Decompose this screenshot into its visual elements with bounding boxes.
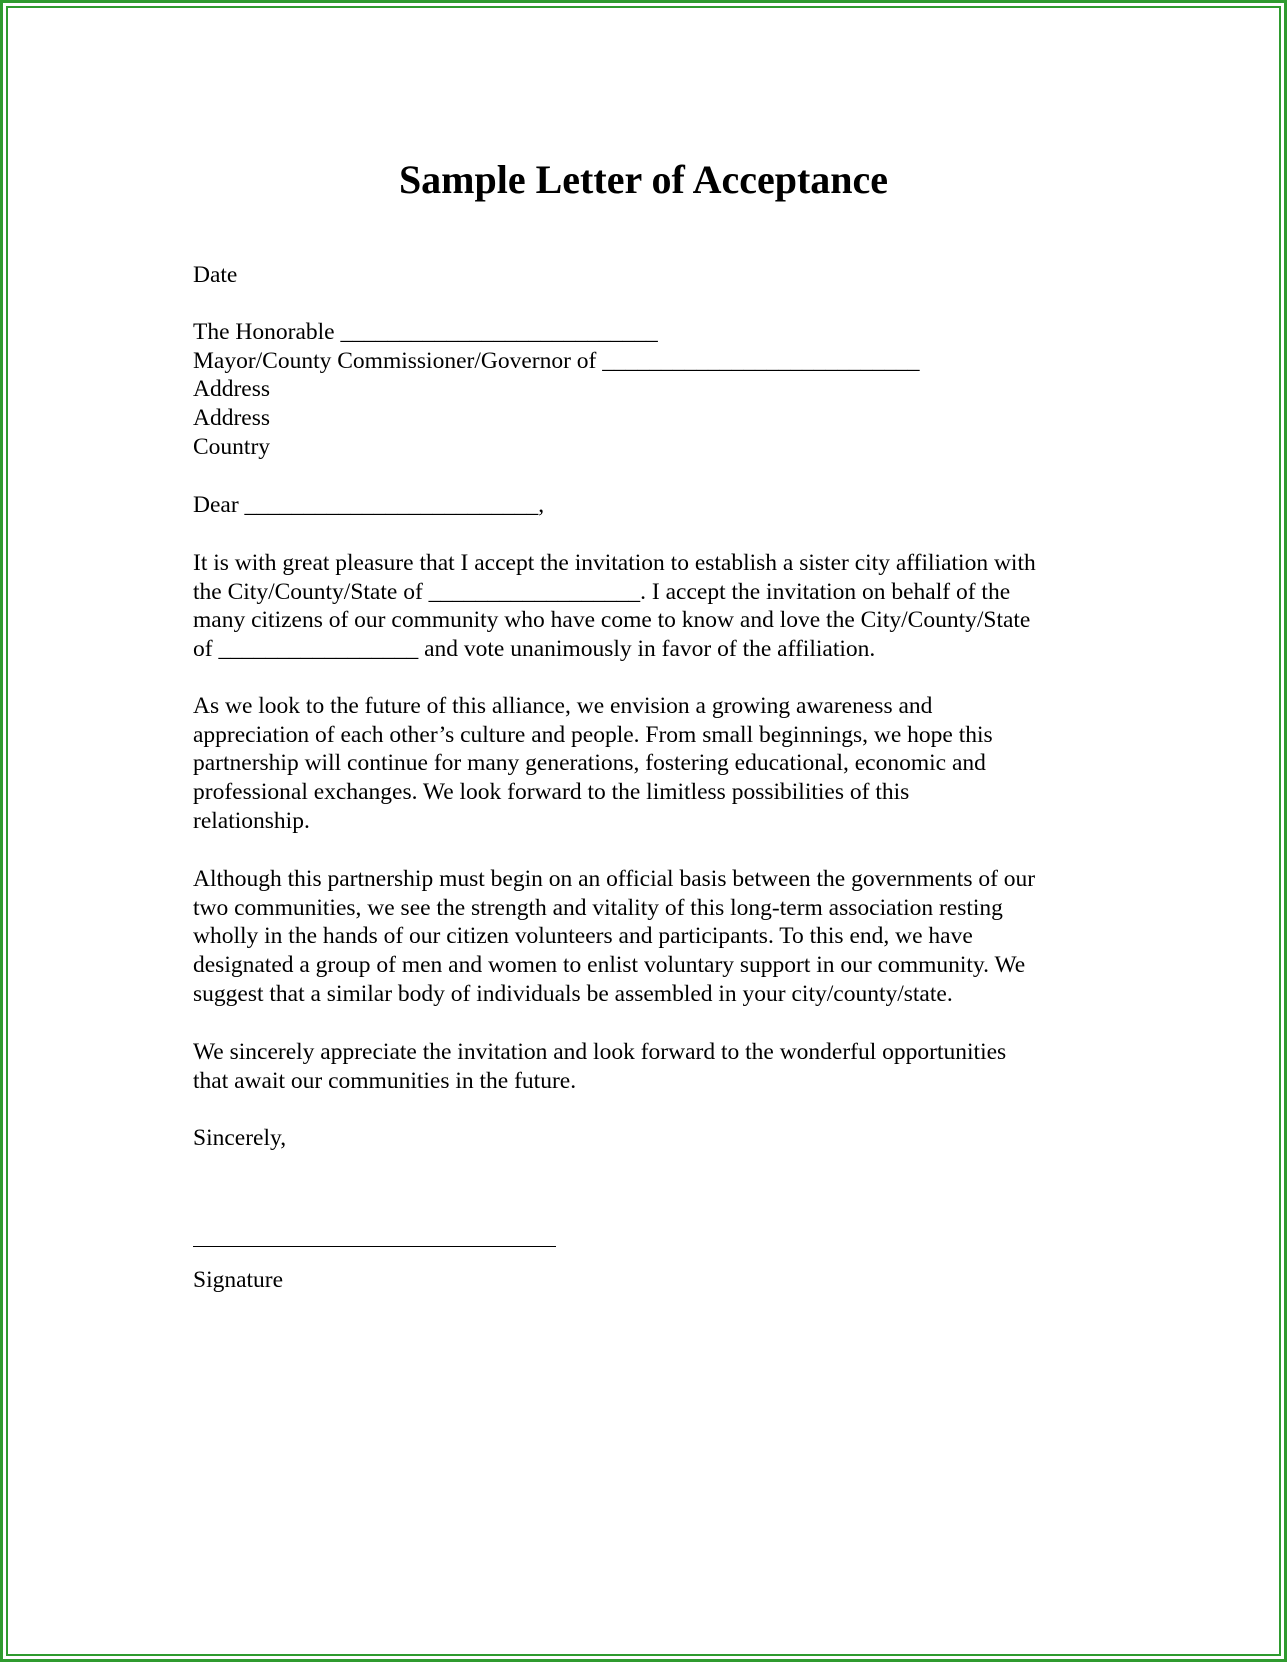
- letter-title: Sample Letter of Acceptance: [398, 157, 889, 202]
- paragraph-line: that await our communities in the future.: [193, 1067, 577, 1094]
- paragraph-line: suggest that a similar body of individuals be assembled in your city/county/state.: [193, 980, 953, 1007]
- closing: Sincerely,: [193, 1125, 287, 1151]
- recipient-title-line: Mayor/County Commissioner/Governor of ___________________________: [193, 347, 920, 374]
- signature-block: [193, 1266, 1113, 1295]
- closing-block: [193, 1124, 1113, 1153]
- paragraph-line: It is with great pleasure that I accept the invitation to establish a sister city affiliation with: [193, 550, 1036, 576]
- recipient-name-line: The Honorable ___________________________: [193, 319, 658, 345]
- recipient-block: [193, 318, 1113, 461]
- paragraph-line: As we look to the future of this alliance, we envision a growing awareness and: [193, 693, 933, 719]
- paragraph-line: professional exchanges. We look forward to the limitless possibilities of this: [193, 779, 910, 806]
- recipient-address-2: Address: [193, 405, 271, 432]
- salutation-block: [193, 491, 1113, 520]
- recipient-address-1: Address: [193, 376, 271, 403]
- signature-label: Signature: [193, 1267, 284, 1293]
- date-line: [193, 261, 1113, 290]
- paragraph-4: [193, 1038, 1113, 1095]
- paragraph-3: [193, 865, 1113, 1008]
- paragraph-line: partnership will continue for many generations, fostering educational, economic and: [193, 750, 986, 777]
- salutation: Dear _________________________,: [193, 492, 545, 518]
- paragraph-line: the City/County/State of __________________. I accept the invitation on behalf of the: [193, 578, 1011, 605]
- paragraph-line: two communities, we see the strength and vitality of this long-term association resting: [193, 894, 1003, 921]
- paragraph-2: [193, 692, 1113, 835]
- paragraph-line: designated a group of men and women to enlist voluntary support in our community. We: [193, 952, 1026, 979]
- recipient-country: Country: [193, 433, 271, 460]
- signature-line: [193, 1246, 556, 1247]
- paragraph-line: of _________________ and vote unanimously in favor of the affiliation.: [193, 636, 876, 663]
- paragraph-1: [193, 549, 1113, 664]
- paragraph-line: appreciation of each other’s culture and people. From small beginnings, we hope this: [193, 721, 993, 748]
- date-label: Date: [193, 262, 238, 288]
- paragraph-line: relationship.: [193, 807, 310, 834]
- paragraph-line: We sincerely appreciate the invitation and look forward to the wonderful opportunities: [193, 1039, 1007, 1065]
- paragraph-line: wholly in the hands of our citizen volunteers and participants. To this end, we have: [193, 923, 973, 950]
- paragraph-line: Although this partnership must begin on an official basis between the governments of our: [193, 866, 1036, 892]
- paragraph-line: many citizens of our community who have come to know and love the City/County/State: [193, 607, 1031, 634]
